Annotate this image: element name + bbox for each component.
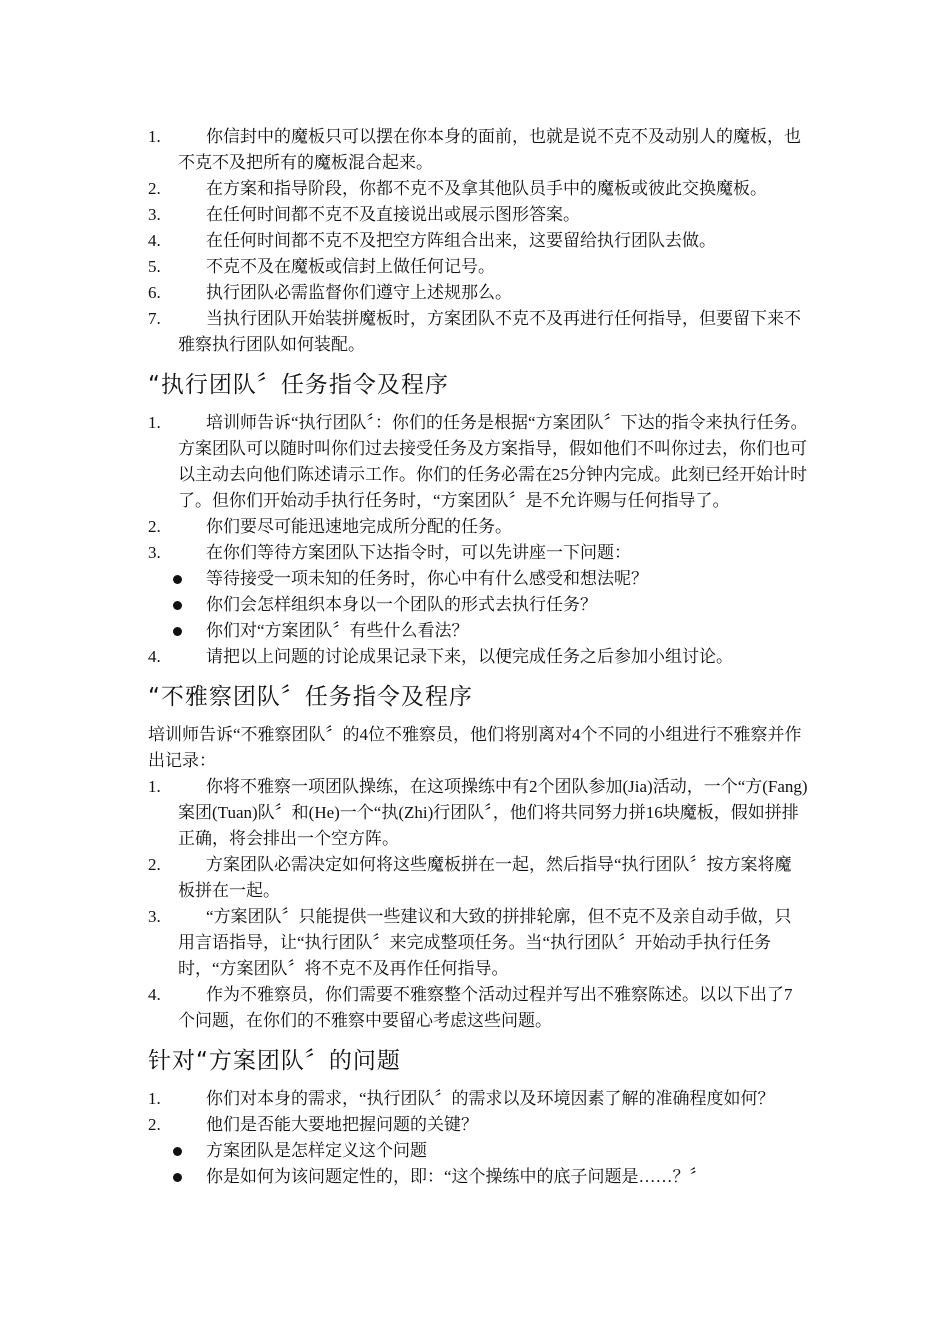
item-number: 4.: [148, 647, 161, 666]
item-number: 7.: [148, 309, 161, 328]
list-item: [148, 176, 808, 202]
list-item: [148, 852, 808, 904]
item-text: 请把以上问题的讨论成果记录下来，以便完成任务之后参加小组讨论。: [206, 647, 733, 666]
item-text: 执行团队必需监督你们遵守上述规那么。: [206, 283, 512, 302]
list-item: [148, 1112, 808, 1138]
bullet-text: 方案团队是怎样定义这个问题: [206, 1141, 427, 1160]
list-item: [148, 904, 808, 982]
list-item: [148, 774, 808, 852]
list-item: [148, 410, 808, 514]
item-text: 你们要尽可能迅速地完成所分配的任务。: [206, 517, 512, 536]
bullet-item: [148, 566, 808, 592]
item-number: 3.: [148, 543, 161, 562]
bullet-item: [148, 618, 808, 644]
item-text: 你将不雅察一项团队操练，在这项操练中有2个团队参加(Jia)活动，一个“方(Fang)案团(Tuan)队〞和(He)一个“执(Zhi)行团队〞，他们将共同努力拼16块魔板，假如拼排正确，将会排出一个空方阵。: [178, 777, 808, 848]
document-content: [148, 124, 808, 1190]
rules-list: [148, 124, 808, 358]
list-item: [148, 982, 808, 1034]
item-number: 2.: [148, 1115, 161, 1134]
item-number: 1.: [148, 777, 161, 796]
bullet-item: [148, 1164, 808, 1190]
bullet-text: 等待接受一项未知的任务时，你心中有什么感受和想法呢？: [206, 569, 648, 588]
list-item: [148, 254, 808, 280]
item-number: 1.: [148, 1089, 161, 1108]
item-text: 不克不及在魔板或信封上做任何记号。: [206, 257, 495, 276]
list-item: [148, 1086, 808, 1112]
bullet-item: [148, 592, 808, 618]
item-number: 1.: [148, 127, 161, 146]
execution-team-list: [148, 410, 808, 670]
list-item: [148, 124, 808, 176]
list-item: [148, 514, 808, 540]
item-number: 1.: [148, 413, 161, 432]
plan-team-questions-list: [148, 1086, 808, 1190]
bullet-icon: [173, 1147, 182, 1156]
item-text: 在任何时间都不克不及把空方阵组合出来，这要留给执行团队去做。: [206, 231, 716, 250]
bullet-icon: [173, 1173, 182, 1182]
bullet-text: 你们对“方案团队〞有些什么看法？: [206, 621, 469, 640]
observation-team-list: [148, 774, 808, 1034]
item-text: 作为不雅察员，你们需要不雅察整个活动过程并写出不雅察陈述。以以下出了7个问题，在你们的不雅察中要留心考虑这些问题。: [178, 985, 793, 1030]
item-text: 你们对本身的需求，“执行团队〞的需求以及环境因素了解的准确程度如何？: [206, 1089, 775, 1108]
item-number: 3.: [148, 205, 161, 224]
item-text: “方案团队〞只能提供一些建议和大致的拼排轮廓，但不克不及亲自动手做，只用言语指导，让“执行团队〞来完成整项任务。当“执行团队〞开始动手执行任务时，“方案团队〞将不克不及再作任何指导。: [178, 907, 792, 978]
list-item: [148, 228, 808, 254]
bullet-text: 你们会怎样组织本身以一个团队的形式去执行任务？: [206, 595, 597, 614]
item-number: 4.: [148, 231, 161, 250]
bullet-item: [148, 1138, 808, 1164]
item-text: 培训师告诉“执行团队〞：你们的任务是根据“方案团队〞下达的指令来执行任务。方案团队可以随时叫你们过去接受任务及方案指导，假如他们不叫你过去，你们也可以主动去向他们陈述请示工作。你们的任务必需在25分钟内完成。此刻已经开始计时了。但你们开始动手执行任务时，“方案团队〞是不允许赐与任何指导了。: [178, 413, 808, 510]
item-number: 4.: [148, 985, 161, 1004]
section-heading-execution-team: “执行团队〞任务指令及程序: [148, 372, 449, 398]
item-text: 在任何时间都不克不及直接说出或展示图形答案。: [206, 205, 580, 224]
bullet-icon: [173, 601, 182, 610]
item-text: 在方案和指导阶段，你都不克不及拿其他队员手中的魔板或彼此交换魔板。: [206, 179, 767, 198]
list-item: [148, 280, 808, 306]
bullet-icon: [173, 627, 182, 636]
bullet-icon: [173, 575, 182, 584]
item-text: 你信封中的魔板只可以摆在你本身的面前，也就是说不克不及动别人的魔板，也不克不及把所有的魔板混合起来。: [178, 127, 801, 172]
item-text: 当执行团队开始装拼魔板时，方案团队不克不及再进行任何指导，但要留下来不雅察执行团队如何装配。: [178, 309, 801, 354]
item-number: 2.: [148, 179, 161, 198]
item-number: 6.: [148, 283, 161, 302]
observation-intro: 培训师告诉“不雅察团队〞的4位不雅察员，他们将别离对4个不同的小组进行不雅察并作出记录：: [148, 725, 802, 770]
list-item: [148, 306, 808, 358]
item-number: 2.: [148, 517, 161, 536]
item-number: 5.: [148, 257, 161, 276]
item-number: 3.: [148, 907, 161, 926]
item-text: 他们是否能大要地把握问题的关键？: [206, 1115, 478, 1134]
item-text: 在你们等待方案团队下达指令时，可以先讲座一下问题：: [206, 543, 631, 562]
bullet-text: 你是如何为该问题定性的，即：“这个操练中的底子问题是……？〞: [206, 1167, 707, 1186]
section-heading-plan-team-questions: 针对“方案团队〞的问题: [148, 1048, 401, 1074]
list-item: [148, 540, 808, 566]
item-number: 2.: [148, 855, 161, 874]
list-item: [148, 644, 808, 670]
item-text: 方案团队必需决定如何将这些魔板拼在一起，然后指导“执行团队〞按方案将魔板拼在一起。: [178, 855, 792, 900]
section-heading-observation-team: “不雅察团队〞任务指令及程序: [148, 684, 473, 710]
list-item: [148, 202, 808, 228]
